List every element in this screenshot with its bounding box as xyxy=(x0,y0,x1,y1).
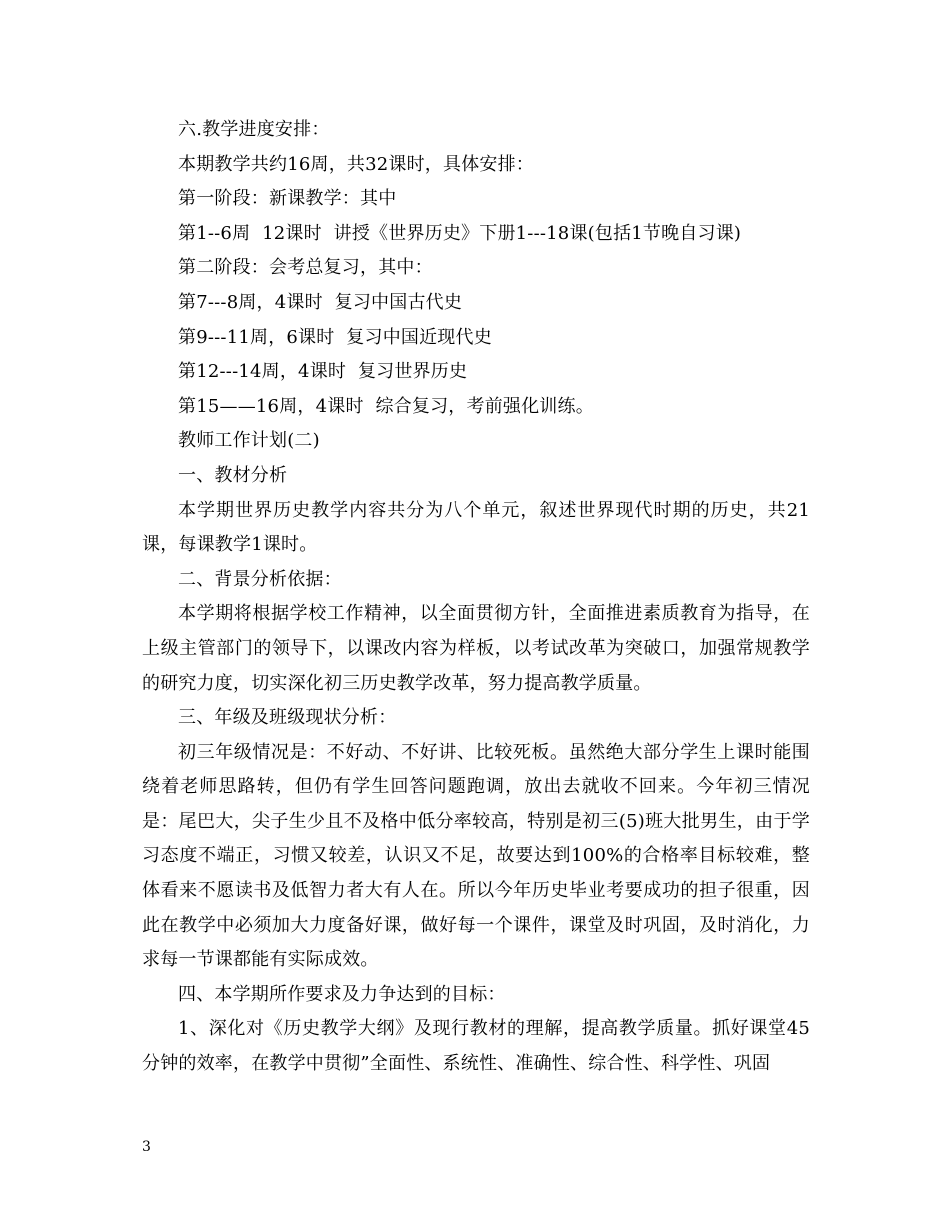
material-paragraph: 本学期世界历史教学内容共分为八个单元，叙述世界现代时期的历史，共21课，每课教学1课时。 xyxy=(142,499,810,556)
grade-paragraph: 初三年级情况是：不好动、不好讲、比较死板。虽然绝大部分学生上课时能围绕着老师思路转，但仍有学生回答问题跑调，放出去就收不回来。今年初三情况是：尾巴大，尖子生少且不及格中低分率较高，特别是初三(5)班大批男生，由于学习态度不端正，习惯又较差，认识又不足，故要达到100%的合格率目标较难，整体看来不愿读书及低智力者大有人在。所以今年历史毕业考要成功的担子很重，因此在教学中必须加大力度备好课，做好每一个课件，课堂及时巩固，及时消化，力求每一节课都能有实际成效。 xyxy=(142,741,810,971)
goals-paragraph-block xyxy=(142,1012,810,1081)
stage-two-heading: 第二阶段：会考总复习，其中： xyxy=(178,257,433,279)
section-heading-material: 一、教材分析 xyxy=(178,464,288,486)
document-body xyxy=(142,113,810,1082)
stage-two-item-3: 第12---14周，4课时 复习世界历史 xyxy=(178,361,468,383)
plan-two-title: 教师工作计划(二) xyxy=(178,430,320,452)
background-paragraph-block xyxy=(142,597,810,701)
page-number: 3 xyxy=(142,1139,151,1155)
stage-two-item-1: 第7---8周，4课时 复习中国古代史 xyxy=(178,291,463,313)
section-heading-goals: 四、本学期所作要求及力争达到的目标： xyxy=(178,983,506,1005)
section-heading-schedule: 六.教学进度安排： xyxy=(178,119,330,140)
goals-paragraph: 1、深化对《历史教学大纲》及现行教材的理解，提高教学质量。抓好课堂45分钟的效率，在教学中贯彻”全面性、系统性、准确性、综合性、科学性、巩固 xyxy=(142,1018,810,1075)
stage-two-item-2: 第9---11周，6课时 复习中国近现代史 xyxy=(178,326,492,348)
stage-one-weeks: 第1--6周 12课时 讲授《世界历史》下册1---18课(包括1节晚自习课) xyxy=(178,222,742,244)
background-paragraph: 本学期将根据学校工作精神，以全面贯彻方针，全面推进素质教育为指导，在上级主管部门的领导下，以课改内容为样板，以考试改革为突破口，加强常规教学的研究力度，切实深化初三历史教学改革，努力提高教学质量。 xyxy=(142,603,810,694)
grade-paragraph-block xyxy=(142,736,810,978)
schedule-summary: 本期教学共约16周，共32课时，具体安排： xyxy=(178,153,535,175)
stage-one-heading: 第一阶段：新课教学：其中 xyxy=(178,188,397,210)
section-heading-grade: 三、年级及班级现状分析： xyxy=(178,707,397,729)
section-heading-background: 二、背景分析依据： xyxy=(178,568,342,590)
material-paragraph-block xyxy=(142,494,810,563)
stage-two-item-4: 第15——16周，4课时 综合复习，考前强化训练。 xyxy=(178,395,594,417)
